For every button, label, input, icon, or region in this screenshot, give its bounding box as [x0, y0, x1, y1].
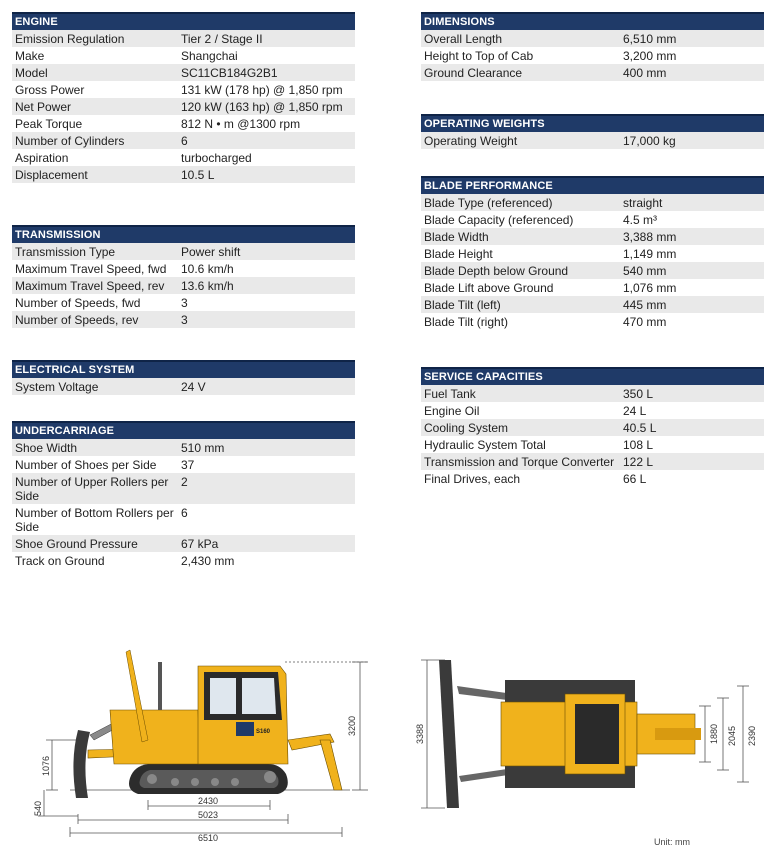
spec-value: 400 mm — [620, 64, 764, 81]
spec-row — [12, 243, 355, 260]
dim-2390-label: 2390 — [747, 725, 757, 746]
blade-top — [439, 660, 459, 808]
spec-row — [421, 228, 764, 245]
ripper-shank-top — [655, 728, 701, 740]
spec-label: Maximum Travel Speed, rev — [12, 277, 178, 294]
spec-row — [12, 473, 355, 504]
spec-label: Track on Ground — [12, 552, 178, 569]
spec-value: 131 kW (178 hp) @ 1,850 rpm — [178, 81, 355, 98]
dim-3200-label: 3200 — [347, 715, 357, 736]
spec-label: Number of Shoes per Side — [12, 456, 178, 473]
undercarriage-header: UNDERCARRIAGE — [12, 421, 355, 439]
dim-6510-label: 6510 — [198, 833, 219, 843]
spec-row — [421, 296, 764, 313]
undercarriage-section — [12, 421, 355, 569]
spec-value: 6 — [178, 132, 355, 149]
spec-label: Transmission and Torque Converter — [421, 453, 620, 470]
engine-section — [12, 12, 355, 183]
spec-label: Number of Upper Rollers per Side — [12, 473, 178, 504]
service-header: SERVICE CAPACITIES — [421, 367, 764, 385]
spec-label: Blade Depth below Ground — [421, 262, 620, 279]
spec-value: 350 L — [620, 385, 764, 402]
machine-body — [110, 650, 288, 764]
spec-label: System Voltage — [12, 378, 178, 395]
spec-row — [421, 402, 764, 419]
spec-value: 37 — [178, 456, 355, 473]
ripper — [288, 734, 342, 790]
dimensions-header: DIMENSIONS — [421, 12, 764, 30]
spec-value: 67 kPa — [178, 535, 355, 552]
spec-value: 40.5 L — [620, 419, 764, 436]
operating-weights-section — [421, 114, 764, 149]
electrical-section — [12, 360, 355, 395]
spec-row — [421, 262, 764, 279]
electrical-header: ELECTRICAL SYSTEM — [12, 360, 355, 378]
spec-value: 510 mm — [178, 439, 355, 456]
operating-weights-header: OPERATING WEIGHTS — [421, 114, 764, 132]
side-view-drawing — [30, 640, 380, 850]
spec-value: 540 mm — [620, 262, 764, 279]
track — [129, 764, 288, 794]
spec-row — [12, 260, 355, 277]
spec-label: Blade Tilt (left) — [421, 296, 620, 313]
spec-row — [421, 30, 764, 47]
spec-label: Aspiration — [12, 149, 178, 166]
spec-row — [12, 64, 355, 81]
spec-value: 24 V — [178, 378, 355, 395]
spec-row — [12, 115, 355, 132]
spec-label: Final Drives, each — [421, 470, 620, 487]
spec-label: Cooling System — [421, 419, 620, 436]
dim-540-label: 540 — [33, 800, 43, 816]
spec-row — [421, 436, 764, 453]
spec-label: Overall Length — [421, 30, 620, 47]
spec-value: SC11CB184G2B1 — [178, 64, 355, 81]
spec-value: 13.6 km/h — [178, 277, 355, 294]
spec-value: 2,430 mm — [178, 552, 355, 569]
spec-label: Model — [12, 64, 178, 81]
spec-value: 3,200 mm — [620, 47, 764, 64]
service-table — [421, 385, 764, 487]
spec-value: 1,076 mm — [620, 279, 764, 296]
dimension-blade-depth — [38, 790, 78, 816]
spec-label: Displacement — [12, 166, 178, 183]
spec-label: Number of Speeds, fwd — [12, 294, 178, 311]
spec-row — [12, 98, 355, 115]
spec-row — [421, 47, 764, 64]
spec-label: Blade Capacity (referenced) — [421, 211, 620, 228]
spec-value: 10.5 L — [178, 166, 355, 183]
unit-label: Unit: mm — [654, 837, 690, 847]
spec-label: Number of Cylinders — [12, 132, 178, 149]
spec-label: Engine Oil — [421, 402, 620, 419]
spec-label: Height to Top of Cab — [421, 47, 620, 64]
spec-row — [12, 456, 355, 473]
spec-row — [421, 211, 764, 228]
transmission-section — [12, 225, 355, 328]
dim-1076-label: 1076 — [41, 755, 51, 776]
spec-label: Fuel Tank — [421, 385, 620, 402]
spec-label: Maximum Travel Speed, fwd — [12, 260, 178, 277]
spec-row — [12, 81, 355, 98]
spec-label: Hydraulic System Total — [421, 436, 620, 453]
service-section — [421, 367, 764, 487]
spec-label: Blade Width — [421, 228, 620, 245]
spec-label: Operating Weight — [421, 132, 620, 149]
spec-row — [12, 294, 355, 311]
spec-label: Number of Speeds, rev — [12, 311, 178, 328]
spec-label: Emission Regulation — [12, 30, 178, 47]
undercarriage-table — [12, 439, 355, 569]
spec-row — [421, 313, 764, 330]
dim-2430-label: 2430 — [198, 796, 219, 806]
spec-label: Number of Bottom Rollers per Side — [12, 504, 178, 535]
spec-label: Peak Torque — [12, 115, 178, 132]
spec-row — [421, 279, 764, 296]
spec-value: 10.6 km/h — [178, 260, 355, 277]
dimensions-section — [421, 12, 764, 81]
spec-value: 3 — [178, 311, 355, 328]
spec-value: Power shift — [178, 243, 355, 260]
spec-row — [12, 149, 355, 166]
spec-value: 1,149 mm — [620, 245, 764, 262]
spec-label: Transmission Type — [12, 243, 178, 260]
spec-label: Blade Type (referenced) — [421, 194, 620, 211]
spec-row — [12, 552, 355, 569]
model-badge: S160 — [256, 729, 271, 735]
spec-label: Net Power — [12, 98, 178, 115]
spec-row — [421, 385, 764, 402]
spec-label: Blade Lift above Ground — [421, 279, 620, 296]
dim-2045-label: 2045 — [727, 725, 737, 746]
spec-label: Gross Power — [12, 81, 178, 98]
spec-value: 120 kW (163 hp) @ 1,850 rpm — [178, 98, 355, 115]
spec-row — [12, 166, 355, 183]
spec-row — [421, 245, 764, 262]
spec-row — [12, 504, 355, 535]
cab-roof — [575, 704, 619, 764]
spec-value: 6 — [178, 504, 355, 535]
spec-value: 4.5 m³ — [620, 211, 764, 228]
spec-row — [421, 194, 764, 211]
transmission-header: TRANSMISSION — [12, 225, 355, 243]
spec-label: Shoe Ground Pressure — [12, 535, 178, 552]
spec-value: 6,510 mm — [620, 30, 764, 47]
spec-label: Shoe Width — [12, 439, 178, 456]
engine-header: ENGINE — [12, 12, 355, 30]
spec-row — [12, 535, 355, 552]
spec-label: Blade Tilt (right) — [421, 313, 620, 330]
spec-value: 24 L — [620, 402, 764, 419]
spec-label: Blade Height — [421, 245, 620, 262]
spec-value: 66 L — [620, 470, 764, 487]
spec-row — [421, 453, 764, 470]
spec-value: 17,000 kg — [620, 132, 764, 149]
spec-row — [421, 132, 764, 149]
dimension-track-widths — [699, 686, 749, 782]
spec-row — [421, 64, 764, 81]
engine-table — [12, 30, 355, 183]
spec-value: straight — [620, 194, 764, 211]
spec-label: Make — [12, 47, 178, 64]
spec-row — [12, 132, 355, 149]
spec-value: 812 N • m @1300 rpm — [178, 115, 355, 132]
dim-1880-label: 1880 — [709, 723, 719, 744]
dim-3388-label: 3388 — [415, 723, 425, 744]
spec-value: 108 L — [620, 436, 764, 453]
spec-row — [12, 439, 355, 456]
spec-value: Tier 2 / Stage II — [178, 30, 355, 47]
blade-header: BLADE PERFORMANCE — [421, 176, 764, 194]
transmission-table — [12, 243, 355, 328]
electrical-table — [12, 378, 355, 395]
spec-value: 445 mm — [620, 296, 764, 313]
spec-value: 3 — [178, 294, 355, 311]
spec-row — [421, 470, 764, 487]
blade-table — [421, 194, 764, 330]
dimensions-table — [421, 30, 764, 81]
spec-label: Ground Clearance — [421, 64, 620, 81]
spec-row — [12, 378, 355, 395]
dim-5023-label: 5023 — [198, 810, 219, 820]
top-view-drawing — [405, 650, 765, 815]
spec-value: 3,388 mm — [620, 228, 764, 245]
spec-value: 122 L — [620, 453, 764, 470]
operating-weights-table — [421, 132, 764, 149]
blade-section — [421, 176, 764, 330]
spec-row — [12, 47, 355, 64]
spec-value: 2 — [178, 473, 355, 504]
spec-row — [12, 277, 355, 294]
spec-row — [12, 311, 355, 328]
spec-row — [12, 30, 355, 47]
spec-value: 470 mm — [620, 313, 764, 330]
spec-value: Shangchai — [178, 47, 355, 64]
spec-value: turbocharged — [178, 149, 355, 166]
spec-row — [421, 419, 764, 436]
